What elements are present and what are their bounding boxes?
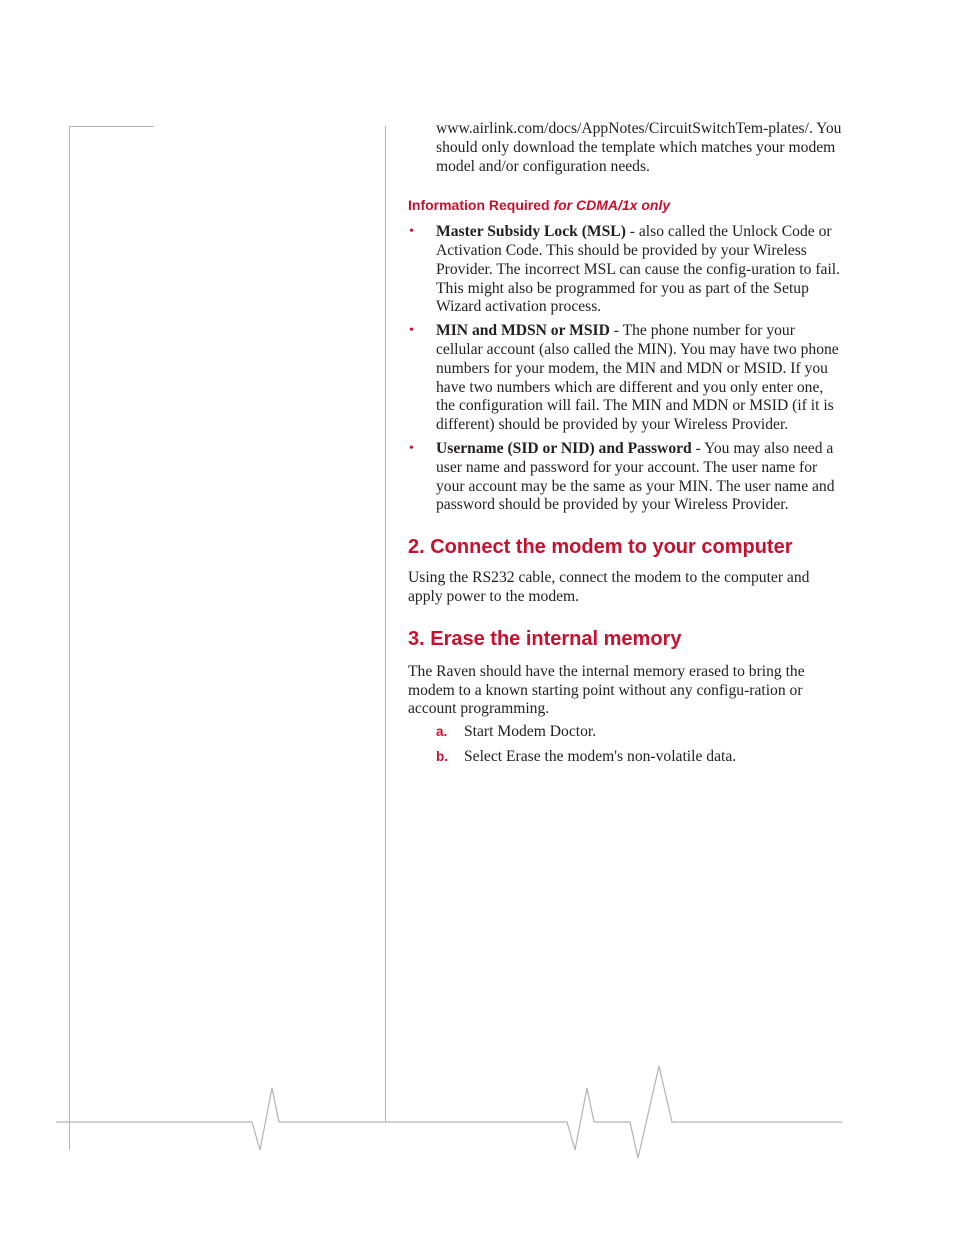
info-required-heading <box>408 196 844 215</box>
list-item <box>408 440 844 515</box>
info-required-qualifier: for CDMA/1x only <box>553 197 671 214</box>
step-text: Select Erase the modem's non-volatile data. <box>464 747 737 765</box>
bullet-text: - also called the Unlock Code or Activation Code. This should be provided by your Wireless Provider. The incorrect MSL can cause the config-uration to fail. This might also be programmed for you as part of the Setup Wizard activation process. <box>436 223 841 316</box>
section-heading-erase: 3. Erase the internal memory <box>408 627 682 650</box>
bullet-text: - The phone number for your cellular account (also called the MIN). You may have two phone numbers for your modem, the MIN and MDN or MSID. If you have two numbers which are different and you only enter one, the configuration will fail. The MIN and MDN or MSID (if it is different) should be provided by your Wireless Provider. <box>436 322 839 434</box>
bullet-term: Master Subsidy Lock (MSL) <box>436 223 626 241</box>
section-heading-connect: 2. Connect the modem to your computer <box>408 536 793 559</box>
erase-paragraph: The Raven should have the internal memory erased to bring the modem to a known starting point without any configu-ration or account programming. <box>408 662 805 718</box>
bullet-icon: • <box>409 440 414 456</box>
intro-paragraph: www.airlink.com/docs/AppNotes/CircuitSwitchTem-plates/. You should only download the template which matches your modem model and/or configuration needs. <box>436 120 842 175</box>
main-column <box>408 120 844 773</box>
step-letter: b. <box>436 748 448 764</box>
footer-waveform-line <box>56 1066 842 1158</box>
erase-steps-list <box>408 723 844 767</box>
bullet-text: - You may also need a user name and password for your account. The user name for your account may be the same as your MIN. The user name and password should be provided by your Wireless Provider. <box>436 439 835 514</box>
bullet-icon: • <box>409 224 414 240</box>
connect-paragraph: Using the RS232 cable, connect the modem to the computer and apply power to the modem. <box>408 569 810 605</box>
requirements-list <box>408 223 844 515</box>
bullet-term: MIN and MDSN or MSID <box>436 322 610 340</box>
step-item <box>408 748 844 767</box>
bullet-term: Username (SID or NID) and Password <box>436 439 692 457</box>
bullet-icon: • <box>409 323 414 339</box>
step-text: Start Modem Doctor. <box>464 723 597 741</box>
list-item <box>408 322 844 435</box>
info-required-label: Information Required <box>408 197 554 214</box>
step-item <box>408 723 844 742</box>
step-letter: a. <box>436 724 448 740</box>
list-item <box>408 223 844 317</box>
